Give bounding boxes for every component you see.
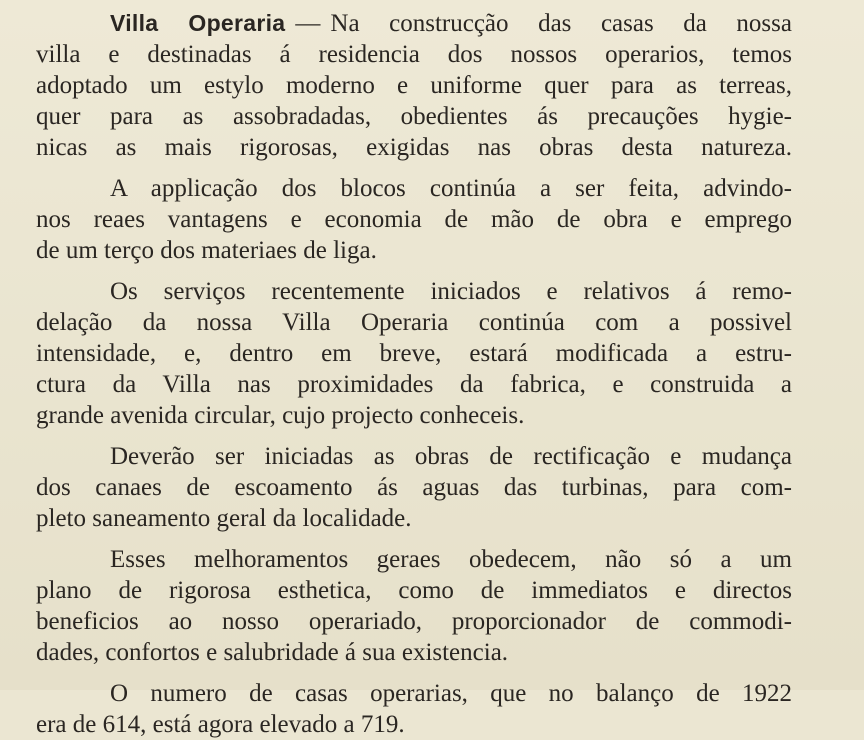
paragraph-blocos [36, 173, 792, 266]
text-line: O numero de casas operarias, que no balanço de 1922 [110, 680, 792, 707]
text-line: quer para as assobradadas, obedientes ás precauções hygie- [36, 103, 792, 130]
text-line: pleto saneamento geral da localidade. [36, 505, 412, 532]
text-line: era de 614, está agora elevado a 719. [36, 711, 405, 738]
paragraph-numero-casas [36, 678, 792, 740]
text-line: dades, confortos e salubridade á sua existencia. [36, 639, 509, 666]
paragraph-melhoramentos [36, 544, 792, 668]
text-line: intensidade, e, dentro em breve, estará modificada a estru- [36, 340, 792, 367]
text-line: A applicação dos blocos continúa a ser feita, advindo- [110, 175, 792, 202]
text-line: adoptado um estylo moderno e uniforme quer para as terreas, [36, 72, 792, 99]
paragraph-servicos [36, 276, 792, 431]
text-line-content: Na construcção das casas da nossa [330, 10, 792, 37]
text-line: plano de rigorosa esthetica, como de immediatos e directos [36, 577, 792, 604]
text-line: ctura da Villa nas proximidades da fabrica, e construida a [36, 371, 792, 398]
paragraph-obras [36, 441, 792, 534]
text-line: nicas as mais rigorosas, exigidas nas obras desta natureza. [36, 134, 792, 161]
heading-dash: — [295, 10, 321, 37]
text-line [36, 8, 792, 39]
text-line: villa e destinadas á residencia dos nossos operarios, temos [36, 41, 792, 68]
text-line: nos reaes vantagens e economia de mão de obra e emprego [36, 206, 792, 233]
text-line: dos canaes de escoamento ás aguas das turbinas, para com- [36, 474, 792, 501]
text-line: delação da nossa Villa Operaria continúa com a possivel [36, 309, 792, 336]
text-line: Os serviços recentemente iniciados e relativos á remo- [110, 278, 792, 305]
text-line: beneficios ao nosso operariado, proporcionador de commodi- [36, 608, 792, 635]
paragraph-villa-operaria [36, 8, 792, 163]
text-line: de um terço dos materiaes de liga. [36, 237, 377, 264]
section-heading: Villa Operaria [110, 10, 286, 36]
text-line: grande avenida circular, cujo projecto conheceis. [36, 402, 525, 429]
text-line: Deverão ser iniciadas as obras de rectificação e mudança [110, 443, 792, 470]
text-line: Esses melhoramentos geraes obedecem, não só a um [110, 546, 792, 573]
